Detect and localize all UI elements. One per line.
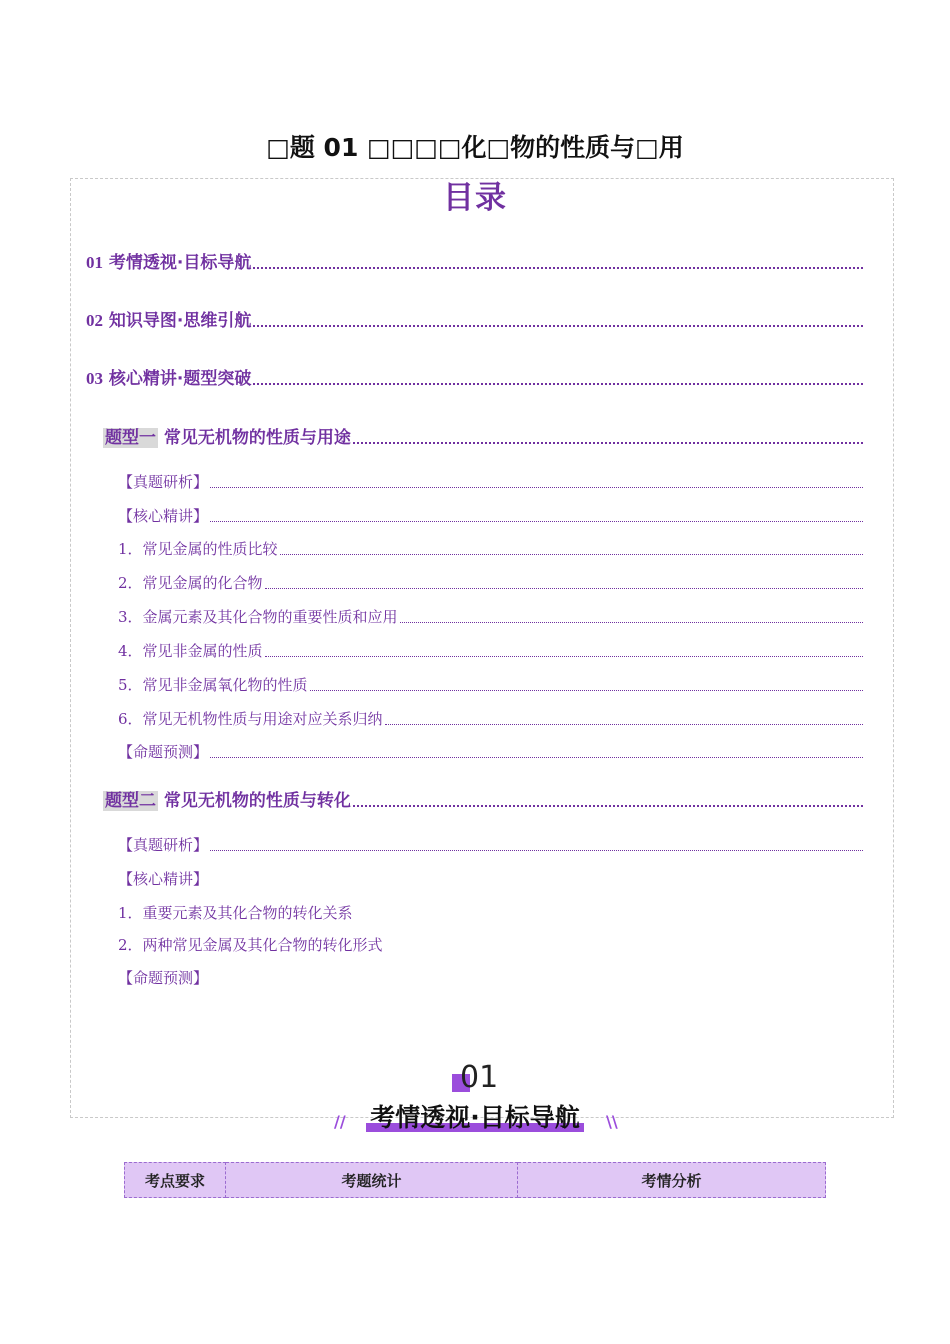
table-header-cell: 考点要求 (125, 1163, 226, 1198)
type-tag: 题型一 (105, 428, 156, 448)
toc-entry-label: 核心精讲·题型突破 (108, 369, 252, 389)
toc-type1-item-6[interactable] (118, 708, 863, 729)
toc-entry-number: 03 (86, 369, 103, 388)
leader-dots (210, 487, 863, 488)
table-header-cell: 考情分析 (518, 1163, 826, 1198)
entry-label: 6．常见无机物性质与用途对应关系归纳 (118, 710, 383, 728)
entry-label: 1．常见金属的性质比较 (118, 540, 278, 558)
section-title (0, 1098, 950, 1134)
toc-entry-label: 知识导图·思维引航 (108, 311, 252, 331)
leader-dots (210, 850, 863, 851)
leader-dots (210, 521, 863, 522)
entry-label: 3．金属元素及其化合物的重要性质和应用 (118, 608, 398, 626)
type-label: 常见无机物的性质与用途 (163, 428, 351, 448)
slash-decoration-right: \\ (606, 1112, 618, 1131)
leader-dots (265, 656, 863, 657)
leader-dots (265, 588, 863, 589)
leader-dots (253, 267, 863, 269)
toc-entry-label: 考情透视·目标导航 (108, 253, 252, 273)
entry-label: 【真题研析】 (118, 836, 209, 854)
toc-type2-core[interactable]: 【核心精讲】 (118, 870, 209, 888)
exam-analysis-table (124, 1162, 826, 1198)
toc-type1-item-3[interactable] (118, 606, 863, 627)
toc-entry-number: 02 (86, 311, 103, 330)
toc-type2-item-2[interactable]: 2．两种常见金属及其化合物的转化形式 (118, 936, 383, 954)
toc-type1-item-5[interactable] (118, 674, 863, 695)
leader-dots (353, 442, 863, 444)
entry-label: 2．常见金属的化合物 (118, 574, 263, 592)
leader-dots (253, 383, 863, 385)
document-title: □题 01 □□□□化□物的性质与□用 (266, 133, 684, 162)
toc-type1-core[interactable] (118, 505, 863, 526)
slash-decoration-left: // (334, 1112, 346, 1131)
section-number (452, 1060, 512, 1096)
toc-type1[interactable] (103, 423, 863, 448)
toc-type2-research[interactable] (118, 834, 863, 855)
leader-dots (280, 554, 863, 555)
section-title-text: 考情透视·目标导航 (370, 1103, 580, 1132)
toc-type1-item-4[interactable] (118, 640, 863, 661)
toc-entry-number: 01 (86, 253, 103, 272)
leader-dots (400, 622, 863, 623)
toc-type2-forecast[interactable]: 【命题预测】 (118, 969, 209, 987)
entry-label: 5．常见非金属氧化物的性质 (118, 676, 308, 694)
entry-label: 【核心精讲】 (118, 507, 209, 525)
table-header-cell: 考题统计 (226, 1163, 518, 1198)
toc-type2[interactable] (103, 786, 863, 811)
entry-label: 4．常见非金属的性质 (118, 642, 263, 660)
leader-dots (210, 757, 863, 758)
entry-label: 【命题预测】 (118, 743, 209, 761)
toc-type1-item-2[interactable] (118, 572, 863, 593)
toc-type1-item-1[interactable] (118, 538, 863, 559)
toc-entry-03[interactable] (86, 364, 863, 389)
toc-entry-02[interactable] (86, 306, 863, 331)
type-label: 常见无机物的性质与转化 (163, 791, 351, 811)
type-tag: 题型二 (105, 791, 156, 811)
leader-dots (353, 805, 863, 807)
toc-heading: 目录 (443, 180, 507, 216)
leader-dots (253, 325, 863, 327)
toc-type1-research[interactable] (118, 471, 863, 492)
leader-dots (385, 724, 863, 725)
toc-type1-forecast[interactable] (118, 741, 863, 762)
toc-entry-01[interactable] (86, 248, 863, 273)
entry-label: 【真题研析】 (118, 473, 209, 491)
section-number-text: 01 (460, 1060, 499, 1095)
table-header-row (125, 1163, 826, 1198)
leader-dots (310, 690, 863, 691)
toc-type2-item-1[interactable]: 1．重要元素及其化合物的转化关系 (118, 904, 353, 922)
